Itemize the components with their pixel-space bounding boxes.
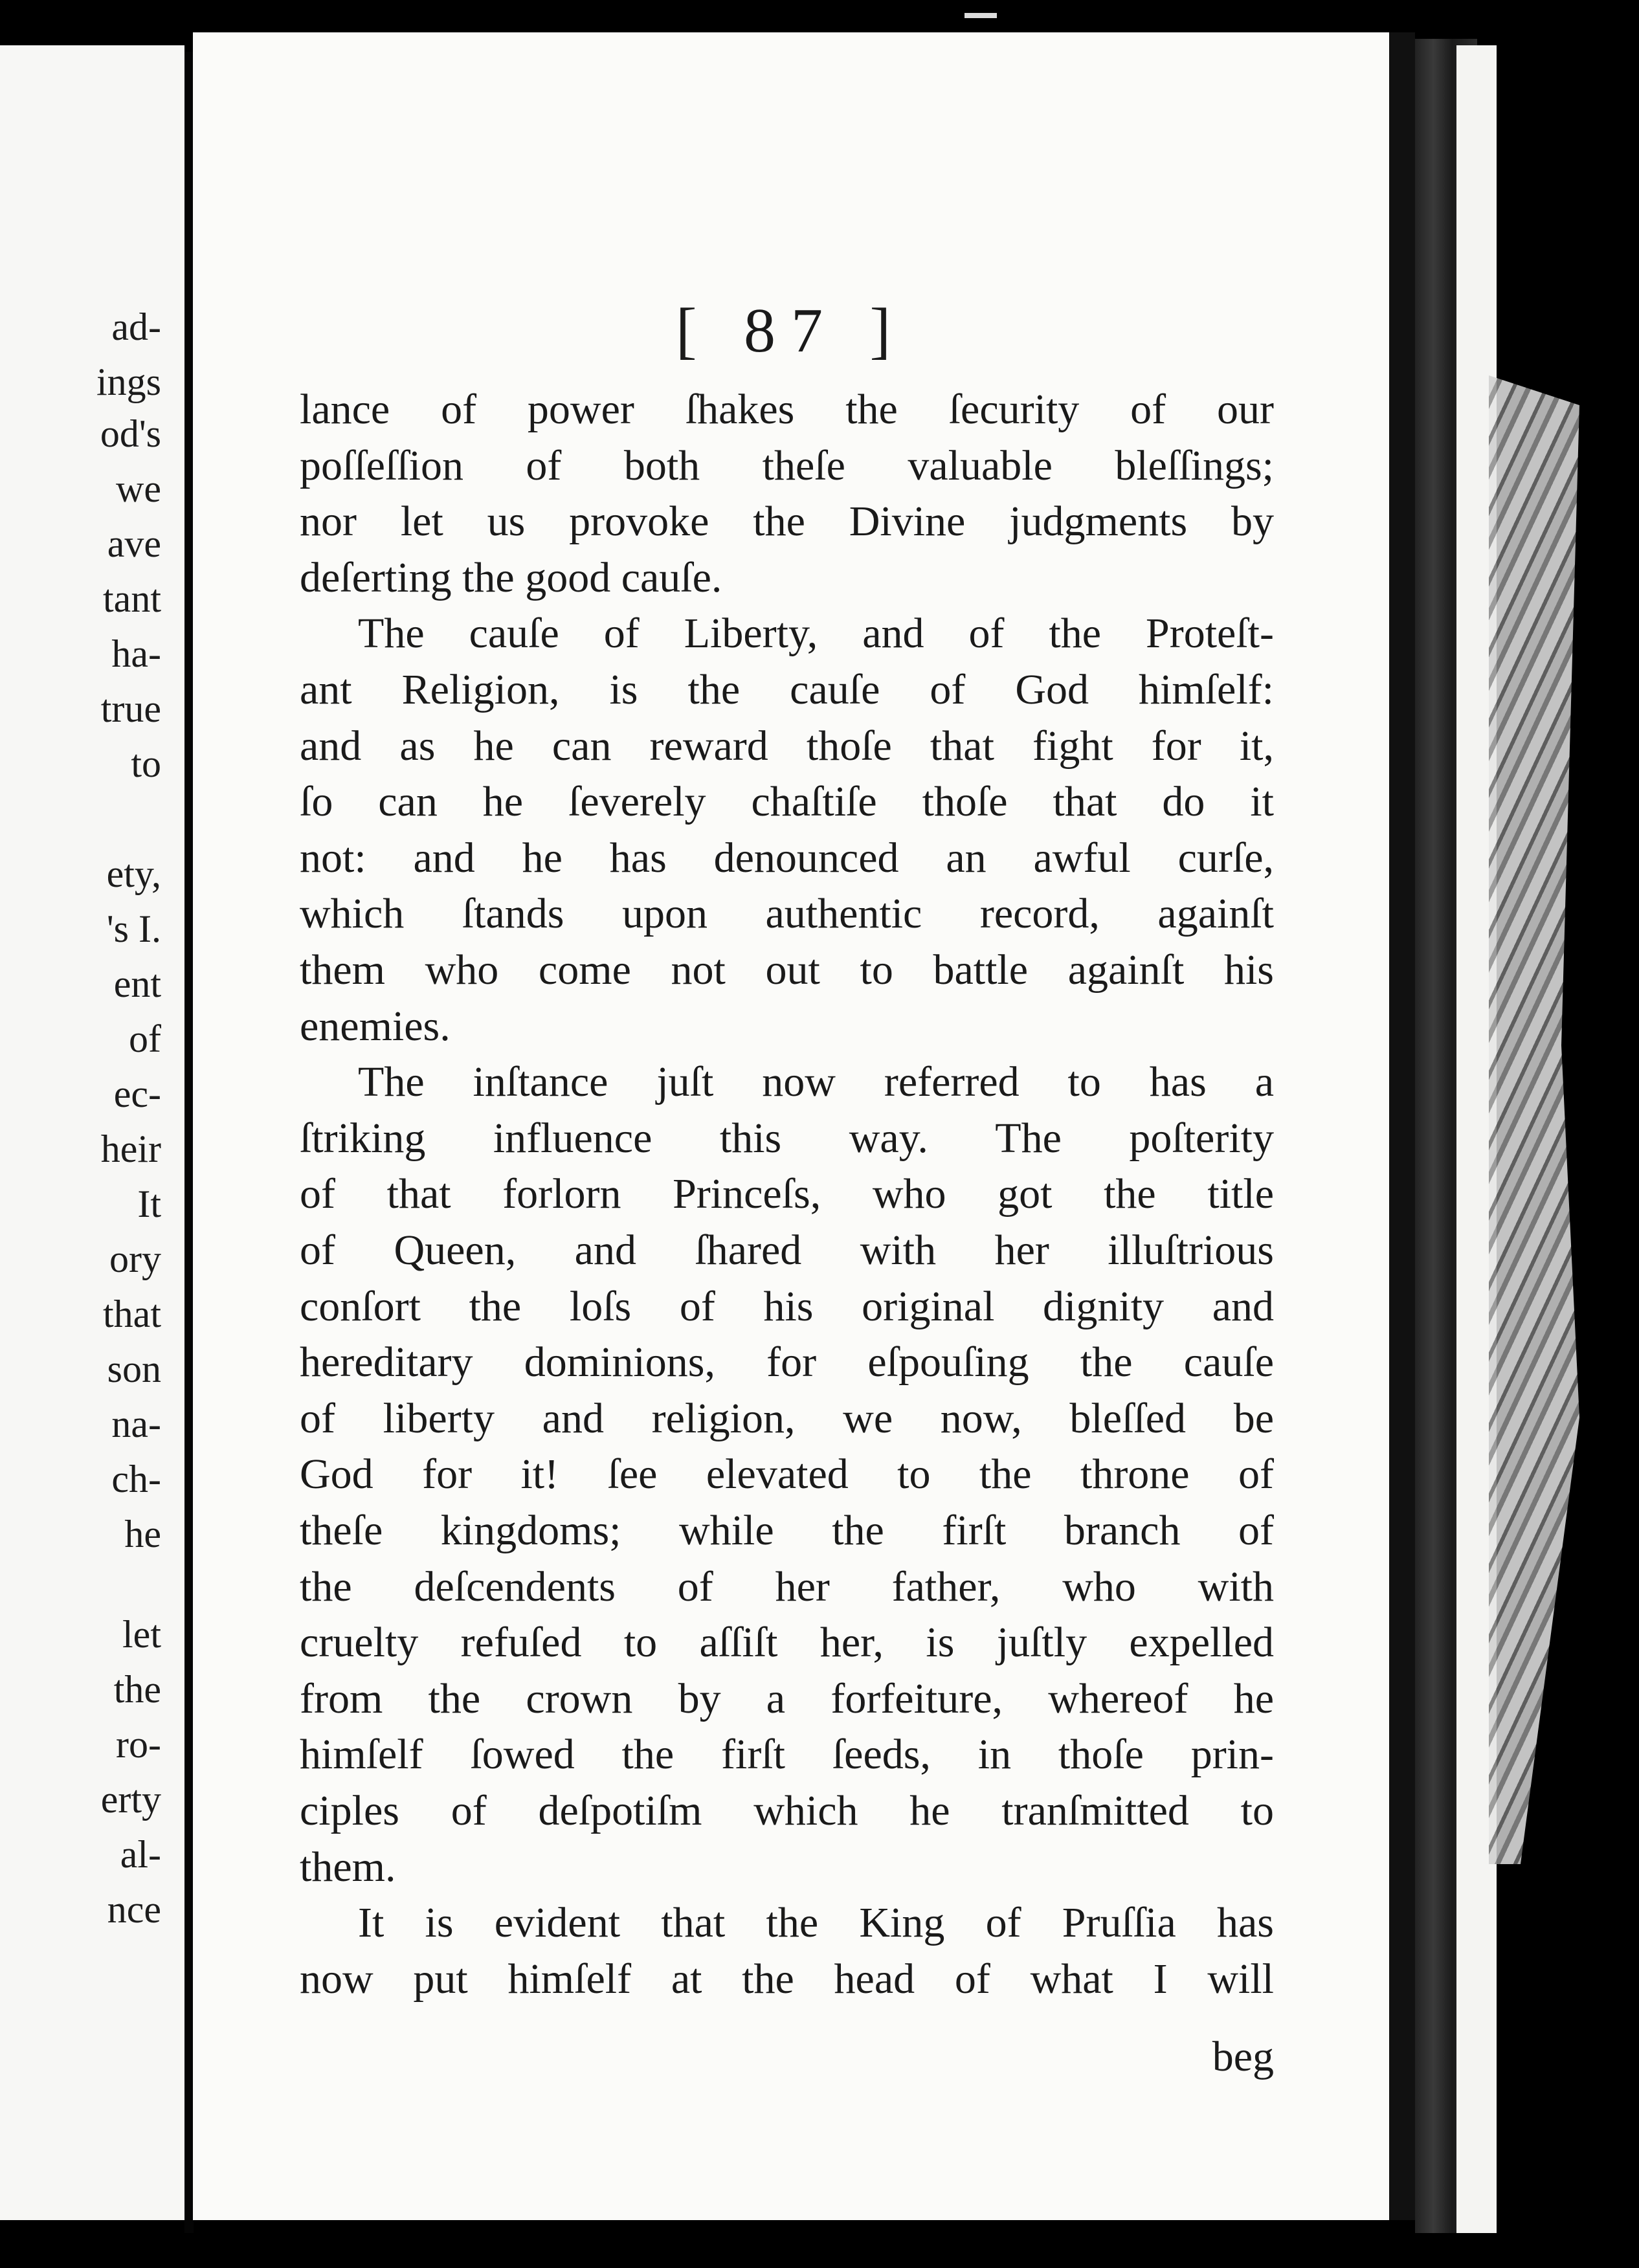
facing-page-fragment: al- xyxy=(120,1833,161,1876)
facing-page-fragment: true xyxy=(100,687,161,730)
facing-page-fragment: the xyxy=(113,1668,161,1711)
facing-page-fragment: heir xyxy=(100,1128,161,1170)
text-line: God for it! ſee elevated to the throne of xyxy=(300,1451,1274,1498)
facing-page-fragment: ha- xyxy=(111,632,161,675)
facing-page-fragment: he xyxy=(124,1513,161,1555)
text-line: enemies. xyxy=(300,1003,451,1050)
text-line: them who come not out to battle againſt his xyxy=(300,946,1274,994)
facing-page-fragment: ch- xyxy=(111,1458,161,1500)
text-line: poſſeſſion of both theſe valuable bleſſings; xyxy=(300,442,1274,489)
text-line: ant Religion, is the cauſe of God himſelf: xyxy=(300,666,1274,713)
text-line: now put himſelf at the head of what I will xyxy=(300,1955,1274,2003)
facing-page-fragment: tant xyxy=(103,577,161,620)
text-line: lance of power ſhakes the ſecurity of our xyxy=(300,386,1274,433)
text-line: from the crown by a forfeiture, whereof he xyxy=(300,1675,1274,1722)
text-line: nor let us provoke the Divine judgments by xyxy=(300,498,1274,545)
marbled-endpaper xyxy=(1489,375,1579,1864)
text-line: ciples of deſpotiſm which he tranſmitted to xyxy=(300,1787,1274,1834)
facing-page-fragment: ent xyxy=(113,962,161,1005)
facing-page-fragment: to xyxy=(131,742,161,785)
text-line: them. xyxy=(300,1843,396,1891)
facing-page-fragment: od's xyxy=(100,412,161,455)
facing-page-fragment: ave xyxy=(107,522,161,565)
text-line: of liberty and religion, we now, bleſſed be xyxy=(300,1395,1274,1442)
text-line: ſtriking influence this way. The poſterity xyxy=(300,1115,1274,1162)
facing-page-fragment: ro- xyxy=(116,1723,161,1766)
scan-mark xyxy=(964,13,997,18)
book-gutter xyxy=(184,52,194,2233)
facing-page-fragment: we xyxy=(116,467,161,510)
facing-page-fragment: ory xyxy=(109,1238,161,1280)
facing-page-fragment: of xyxy=(129,1017,161,1060)
text-line: of Queen, and ſhared with her illuſtrious xyxy=(300,1227,1274,1274)
facing-page-fragment: ings xyxy=(96,361,161,403)
text-line: the deſcendents of her father, who with xyxy=(300,1563,1274,1610)
catchword: beg xyxy=(1212,2033,1274,2080)
facing-page-fragment: that xyxy=(103,1293,161,1335)
text-line: The cauſe of Liberty, and of the Proteſt- xyxy=(358,610,1274,657)
text-line: himſelf ſowed the firſt ſeeds, in thoſe prin- xyxy=(300,1731,1274,1778)
text-line: The inſtance juſt now referred to has a xyxy=(358,1058,1274,1106)
facing-page-fragment: 's I. xyxy=(106,907,161,950)
text-line: It is evident that the King of Pruſſia has xyxy=(358,1899,1274,1946)
text-line: theſe kingdoms; while the firſt branch of xyxy=(300,1507,1274,1554)
book-page xyxy=(193,32,1389,2220)
facing-page-fragment: ad- xyxy=(111,306,161,348)
facing-page-fragment: It xyxy=(137,1183,161,1225)
text-line: not: and he has denounced an awful curſe, xyxy=(300,834,1274,882)
page-number-header: [ 87 ] xyxy=(675,296,907,366)
facing-page-fragment: na- xyxy=(111,1403,161,1445)
facing-page-fragment: erty xyxy=(100,1778,161,1821)
text-line: cruelty refuſed to aſſiſt her, is juſtly expelled xyxy=(300,1619,1274,1666)
text-line: and as he can reward thoſe that fight for it, xyxy=(300,722,1274,770)
facing-page-fragment: son xyxy=(107,1348,161,1390)
facing-page xyxy=(0,45,184,2220)
text-line: deſerting the good cauſe. xyxy=(300,554,722,601)
text-line: conſort the loſs of his original dignity and xyxy=(300,1283,1274,1330)
text-line: ſo can he ſeverely chaſtiſe thoſe that do it xyxy=(300,778,1274,825)
facing-page-fragment: nce xyxy=(107,1888,161,1931)
facing-page-fragment: ety, xyxy=(106,852,161,895)
text-line: of that forlorn Princeſs, who got the title xyxy=(300,1170,1274,1217)
text-line: which ſtands upon authentic record, againſt xyxy=(300,890,1274,937)
facing-page-fragment: let xyxy=(122,1613,161,1656)
facing-page-fragment: ec- xyxy=(113,1073,161,1115)
page-edge-shadow xyxy=(1389,32,1415,2220)
text-line: hereditary dominions, for eſpouſing the cauſe xyxy=(300,1339,1274,1386)
